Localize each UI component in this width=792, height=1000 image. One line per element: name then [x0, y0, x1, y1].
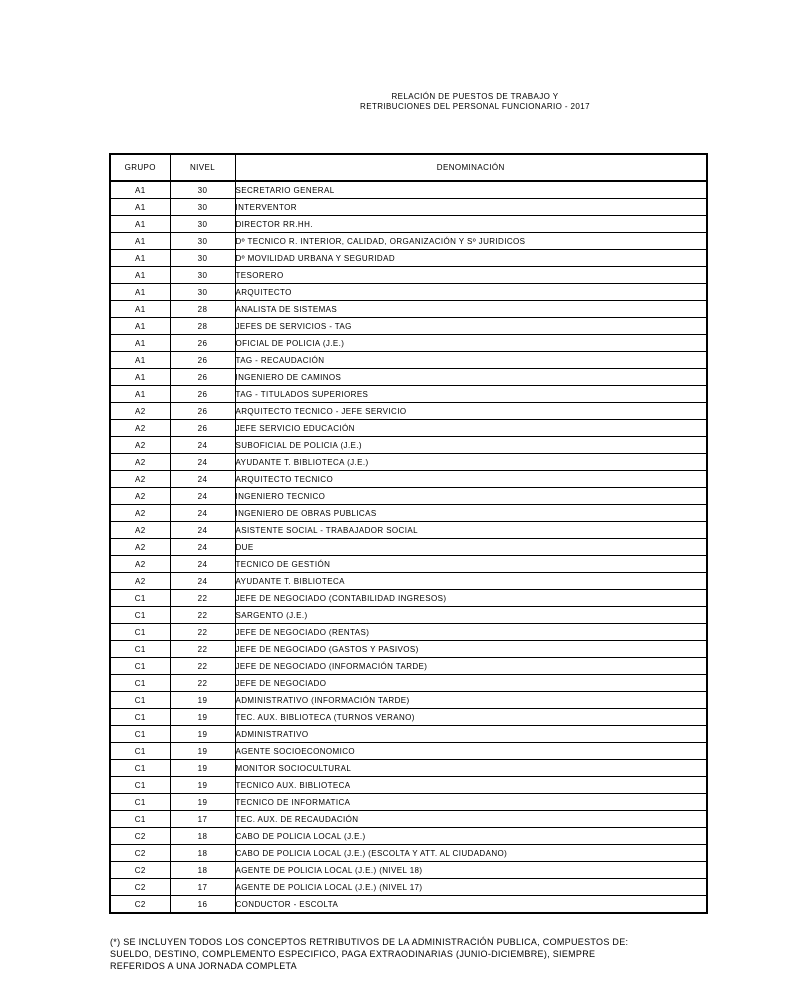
cell-nivel: 22: [170, 624, 235, 641]
cell-grupo: A1: [110, 318, 170, 335]
cell-grupo: A2: [110, 437, 170, 454]
footnote-line-1: (*) SE INCLUYEN TODOS LOS CONCEPTOS RETRIBUTIVOS DE LA ADMINISTRACIÓN PUBLICA, COMPUESTOS DE:: [110, 937, 629, 947]
cell-denominacion: JEFES DE SERVICIOS - TAG: [235, 318, 707, 335]
cell-grupo: A2: [110, 522, 170, 539]
cell-nivel: 26: [170, 386, 235, 403]
cell-nivel: 24: [170, 488, 235, 505]
cell-nivel: 22: [170, 675, 235, 692]
cell-grupo: C1: [110, 709, 170, 726]
table-row: [110, 267, 707, 284]
table-row: [110, 777, 707, 794]
cell-denominacion: AYUDANTE T. BIBLIOTECA (J.E.): [235, 454, 707, 471]
cell-denominacion: AGENTE DE POLICIA LOCAL (J.E.) (NIVEL 17): [235, 879, 707, 896]
cell-denominacion: SUBOFICIAL DE POLICIA (J.E.): [235, 437, 707, 454]
cell-nivel: 24: [170, 522, 235, 539]
table-row: [110, 318, 707, 335]
document-title-line-2: RETRIBUCIONES DEL PERSONAL FUNCIONARIO - 2017: [360, 102, 590, 111]
table-row: [110, 386, 707, 403]
cell-denominacion: INGENIERO TECNICO: [235, 488, 707, 505]
cell-denominacion: AGENTE DE POLICIA LOCAL (J.E.) (NIVEL 18): [235, 862, 707, 879]
cell-denominacion: Dº TECNICO R. INTERIOR, CALIDAD, ORGANIZACIÓN Y Sº JURIDICOS: [235, 233, 707, 250]
table-row: [110, 879, 707, 896]
column-header-nivel: NIVEL: [170, 154, 235, 181]
table-row: [110, 760, 707, 777]
cell-grupo: C1: [110, 641, 170, 658]
cell-denominacion: INGENIERO DE CAMINOS: [235, 369, 707, 386]
cell-nivel: 22: [170, 590, 235, 607]
cell-denominacion: TECNICO AUX. BIBLIOTECA: [235, 777, 707, 794]
table-row: [110, 522, 707, 539]
cell-grupo: C2: [110, 862, 170, 879]
cell-nivel: 24: [170, 573, 235, 590]
cell-denominacion: TEC. AUX. DE RECAUDACIÓN: [235, 811, 707, 828]
cell-grupo: A2: [110, 471, 170, 488]
table-row: [110, 284, 707, 301]
cell-nivel: 28: [170, 301, 235, 318]
cell-grupo: C2: [110, 845, 170, 862]
table-row: [110, 199, 707, 216]
cell-grupo: A2: [110, 488, 170, 505]
table-row: [110, 556, 707, 573]
cell-grupo: C1: [110, 726, 170, 743]
positions-table: [109, 153, 708, 914]
footnote-line-3: REFERIDOS A UNA JORNADA COMPLETA: [110, 961, 297, 971]
cell-nivel: 22: [170, 641, 235, 658]
cell-grupo: A1: [110, 199, 170, 216]
cell-nivel: 19: [170, 794, 235, 811]
cell-nivel: 24: [170, 471, 235, 488]
cell-denominacion: TAG - RECAUDACIÓN: [235, 352, 707, 369]
cell-grupo: C1: [110, 692, 170, 709]
cell-grupo: C1: [110, 675, 170, 692]
cell-nivel: 30: [170, 284, 235, 301]
cell-grupo: A2: [110, 454, 170, 471]
cell-grupo: C1: [110, 590, 170, 607]
cell-denominacion: Dº MOVILIDAD URBANA Y SEGURIDAD: [235, 250, 707, 267]
cell-denominacion: DUE: [235, 539, 707, 556]
cell-grupo: C2: [110, 879, 170, 896]
table-row: [110, 250, 707, 267]
cell-nivel: 17: [170, 879, 235, 896]
cell-denominacion: JEFE DE NEGOCIADO (INFORMACIÓN TARDE): [235, 658, 707, 675]
cell-grupo: A1: [110, 216, 170, 233]
cell-denominacion: CABO DE POLICIA LOCAL (J.E.) (ESCOLTA Y ATT. AL CIUDADANO): [235, 845, 707, 862]
cell-grupo: A1: [110, 233, 170, 250]
cell-nivel: 24: [170, 454, 235, 471]
table-row: [110, 233, 707, 250]
cell-nivel: 30: [170, 216, 235, 233]
cell-grupo: C1: [110, 777, 170, 794]
cell-grupo: A1: [110, 352, 170, 369]
table-row: [110, 181, 707, 199]
table-row: [110, 675, 707, 692]
cell-nivel: 22: [170, 607, 235, 624]
cell-denominacion: TECNICO DE INFORMATICA: [235, 794, 707, 811]
cell-denominacion: ARQUITECTO: [235, 284, 707, 301]
table-row: [110, 743, 707, 760]
cell-denominacion: OFICIAL DE POLICIA (J.E.): [235, 335, 707, 352]
cell-denominacion: JEFE DE NEGOCIADO (GASTOS Y PASIVOS): [235, 641, 707, 658]
cell-denominacion: CABO DE POLICIA LOCAL (J.E.): [235, 828, 707, 845]
cell-nivel: 26: [170, 352, 235, 369]
table-row: [110, 862, 707, 879]
cell-denominacion: JEFE DE NEGOCIADO: [235, 675, 707, 692]
cell-denominacion: ARQUITECTO TECNICO: [235, 471, 707, 488]
table-row: [110, 624, 707, 641]
table-row: [110, 607, 707, 624]
cell-grupo: C2: [110, 828, 170, 845]
cell-grupo: A2: [110, 573, 170, 590]
cell-nivel: 19: [170, 709, 235, 726]
table-row: [110, 369, 707, 386]
cell-nivel: 22: [170, 658, 235, 675]
table-row: [110, 590, 707, 607]
table-row: [110, 828, 707, 845]
table-row: [110, 641, 707, 658]
table-row: [110, 488, 707, 505]
cell-denominacion: TECNICO DE GESTIÓN: [235, 556, 707, 573]
cell-denominacion: ARQUITECTO TECNICO - JEFE SERVICIO: [235, 403, 707, 420]
cell-denominacion: ADMINISTRATIVO: [235, 726, 707, 743]
table-row: [110, 845, 707, 862]
cell-denominacion: JEFE DE NEGOCIADO (CONTABILIDAD INGRESOS): [235, 590, 707, 607]
table-row: [110, 811, 707, 828]
cell-denominacion: SARGENTO (J.E.): [235, 607, 707, 624]
cell-denominacion: ASISTENTE SOCIAL - TRABAJADOR SOCIAL: [235, 522, 707, 539]
column-header-denominacion: DENOMINACIÓN: [235, 154, 707, 181]
cell-grupo: A2: [110, 556, 170, 573]
cell-denominacion: ANALISTA DE SISTEMAS: [235, 301, 707, 318]
cell-grupo: C1: [110, 607, 170, 624]
cell-nivel: 19: [170, 760, 235, 777]
cell-grupo: A1: [110, 181, 170, 199]
cell-grupo: C1: [110, 658, 170, 675]
table-row: [110, 420, 707, 437]
cell-grupo: A2: [110, 403, 170, 420]
cell-grupo: C1: [110, 743, 170, 760]
footnote-line-2: SUELDO, DESTINO, COMPLEMENTO ESPECIFICO, PAGA EXTRAODINARIAS (JUNIO-DICIEMBRE), SIEMPRE: [110, 949, 596, 959]
cell-grupo: C1: [110, 794, 170, 811]
cell-denominacion: INTERVENTOR: [235, 199, 707, 216]
table-row: [110, 896, 707, 914]
cell-nivel: 24: [170, 539, 235, 556]
cell-nivel: 17: [170, 811, 235, 828]
cell-nivel: 16: [170, 896, 235, 914]
table-row: [110, 658, 707, 675]
cell-nivel: 24: [170, 437, 235, 454]
cell-grupo: A1: [110, 250, 170, 267]
cell-denominacion: CONDUCTOR - ESCOLTA: [235, 896, 707, 914]
cell-nivel: 26: [170, 369, 235, 386]
cell-nivel: 26: [170, 420, 235, 437]
cell-denominacion: INGENIERO DE OBRAS PUBLICAS: [235, 505, 707, 522]
table-row: [110, 539, 707, 556]
cell-nivel: 30: [170, 233, 235, 250]
cell-grupo: A1: [110, 284, 170, 301]
cell-nivel: 26: [170, 403, 235, 420]
cell-denominacion: SECRETARIO GENERAL: [235, 181, 707, 199]
table-row: [110, 692, 707, 709]
cell-grupo: A1: [110, 335, 170, 352]
cell-nivel: 18: [170, 828, 235, 845]
cell-grupo: C1: [110, 624, 170, 641]
cell-nivel: 30: [170, 181, 235, 199]
table-row: [110, 403, 707, 420]
cell-denominacion: MONITOR SOCIOCULTURAL: [235, 760, 707, 777]
table-row: [110, 709, 707, 726]
cell-grupo: A1: [110, 301, 170, 318]
table-row: [110, 726, 707, 743]
cell-grupo: A2: [110, 505, 170, 522]
cell-nivel: 19: [170, 692, 235, 709]
cell-denominacion: TESORERO: [235, 267, 707, 284]
table-row: [110, 471, 707, 488]
cell-grupo: A1: [110, 267, 170, 284]
table-row: [110, 335, 707, 352]
table-row: [110, 301, 707, 318]
cell-nivel: 18: [170, 862, 235, 879]
cell-nivel: 24: [170, 556, 235, 573]
cell-denominacion: DIRECTOR RR.HH.: [235, 216, 707, 233]
cell-nivel: 28: [170, 318, 235, 335]
cell-nivel: 18: [170, 845, 235, 862]
cell-grupo: C1: [110, 760, 170, 777]
cell-denominacion: TEC. AUX. BIBLIOTECA (TURNOS VERANO): [235, 709, 707, 726]
cell-grupo: A1: [110, 386, 170, 403]
cell-denominacion: JEFE SERVICIO EDUCACIÓN: [235, 420, 707, 437]
table-header-row: [110, 154, 707, 181]
cell-nivel: 19: [170, 777, 235, 794]
cell-grupo: A2: [110, 539, 170, 556]
footnote: [110, 936, 710, 972]
cell-nivel: 19: [170, 743, 235, 760]
cell-denominacion: AGENTE SOCIOECONOMICO: [235, 743, 707, 760]
cell-nivel: 30: [170, 199, 235, 216]
cell-grupo: C1: [110, 811, 170, 828]
table-row: [110, 573, 707, 590]
cell-denominacion: ADMINISTRATIVO (INFORMACIÓN TARDE): [235, 692, 707, 709]
cell-grupo: A1: [110, 369, 170, 386]
column-header-grupo: GRUPO: [110, 154, 170, 181]
table-row: [110, 505, 707, 522]
cell-nivel: 30: [170, 267, 235, 284]
cell-denominacion: TAG - TITULADOS SUPERIORES: [235, 386, 707, 403]
document-title-line-1: RELACIÓN DE PUESTOS DE TRABAJO Y: [391, 92, 559, 101]
cell-grupo: C2: [110, 896, 170, 914]
cell-denominacion: AYUDANTE T. BIBLIOTECA: [235, 573, 707, 590]
table-row: [110, 437, 707, 454]
cell-denominacion: JEFE DE NEGOCIADO (RENTAS): [235, 624, 707, 641]
table-row: [110, 454, 707, 471]
cell-nivel: 26: [170, 335, 235, 352]
table-row: [110, 352, 707, 369]
cell-nivel: 24: [170, 505, 235, 522]
cell-nivel: 30: [170, 250, 235, 267]
cell-grupo: A2: [110, 420, 170, 437]
table-row: [110, 794, 707, 811]
table-row: [110, 216, 707, 233]
cell-nivel: 19: [170, 726, 235, 743]
